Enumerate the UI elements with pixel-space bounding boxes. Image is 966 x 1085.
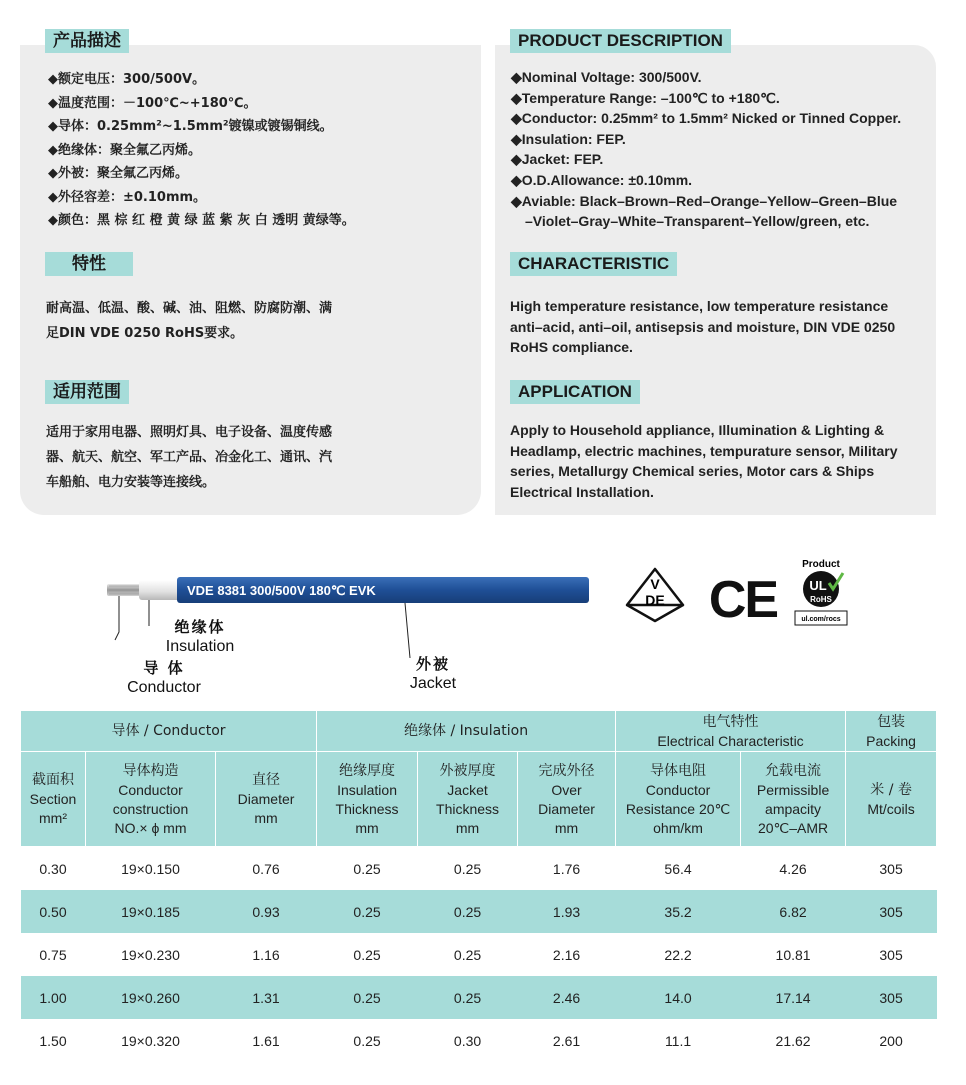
column-header-line: construction — [112, 800, 189, 817]
column-header — [216, 752, 317, 847]
en-characteristic-text — [510, 296, 930, 358]
table-cell: 14.0 — [616, 976, 741, 1019]
en-application-text — [510, 420, 930, 502]
vde-logo — [627, 569, 683, 621]
packing-group-header — [846, 711, 937, 752]
certification-logos — [625, 555, 855, 635]
column-header-line: ohm/km — [653, 819, 703, 836]
cn-characteristic-text — [46, 296, 391, 346]
table-row — [21, 976, 937, 1019]
table-cell: 19×0.185 — [86, 890, 216, 933]
table-cell: 0.76 — [252, 860, 280, 877]
column-header-line: Conductor — [645, 781, 711, 798]
table-cell: 0.25 — [453, 946, 482, 963]
list-item: ◆O.D.Allowance: ±0.10mm. — [511, 171, 693, 188]
column-header-line: Insulation — [337, 781, 397, 798]
table-cell: 2.61 — [552, 1032, 581, 1049]
table-cell: 0.93 — [216, 890, 317, 933]
list-item: ◆Conductor: 0.25mm² to 1.5mm² Nicked or Tinned Copper. — [511, 110, 902, 127]
text-line: Apply to Household appliance, Illumination & Lighting & — [510, 422, 885, 438]
header-text: Packing — [866, 732, 916, 749]
column-header-line: mm² — [39, 810, 67, 826]
list-item: ◆导体：0.25mm²~1.5mm²镀镍或镀锡铜线。 — [48, 119, 333, 134]
table-row — [21, 890, 937, 933]
column-header-line: Resistance 20℃ — [625, 800, 731, 817]
text-line: Electrical Installation. — [510, 483, 654, 500]
column-header-line: 允载电流 — [765, 762, 822, 779]
column-header-line: 米 / 卷 — [870, 781, 912, 798]
table-cell: 19×0.260 — [86, 976, 216, 1019]
cn-description-list — [48, 68, 355, 233]
column-header-line: Thickness — [335, 800, 399, 817]
list-item: ◆外径容差：±0.10mm。 — [48, 189, 207, 205]
list-item: ◆Insulation: FEP. — [511, 130, 626, 147]
table-cell: 19×0.230 — [121, 946, 180, 963]
table-cell: 1.16 — [252, 946, 280, 963]
list-item: –Violet–Gray–White–Transparent–Yellow/green, etc. — [525, 213, 870, 230]
cable-print-text: VDE 8381 300/500V 180℃ EVK — [187, 583, 376, 598]
column-header-line: Conductor — [118, 781, 183, 798]
table-cell: 0.25 — [353, 946, 381, 963]
table-cell: 17.14 — [741, 976, 846, 1019]
text-line: Headlamp, electric machines, tempurature sensor, Military — [510, 442, 898, 459]
column-header-line: Section — [29, 791, 77, 807]
table-column-header-row — [21, 752, 937, 847]
column-header — [741, 752, 846, 847]
conductor-leader-line — [115, 596, 119, 640]
jacket-callout — [400, 655, 466, 693]
en-characteristic-heading: CHARACTERISTIC — [510, 252, 677, 276]
column-header — [317, 752, 418, 847]
table-cell: 4.26 — [779, 860, 807, 877]
table-cell: 305 — [846, 890, 937, 933]
table-cell: 200 — [879, 1032, 903, 1049]
column-header-line: Diameter — [237, 791, 295, 807]
specification-table — [20, 710, 937, 1062]
table-cell: 0.75 — [39, 946, 67, 963]
list-item: ◆颜色：黑 棕 红 橙 黄 绿 蓝 紫 灰 白 透明 黄绿等。 — [48, 213, 355, 228]
table-cell: 0.25 — [453, 860, 482, 877]
header-text: 包装 — [877, 713, 906, 730]
column-header-line: Mt/coils — [867, 800, 915, 817]
list-item: ◆Nominal Voltage: 300/500V. — [511, 69, 702, 85]
insulation-callout — [160, 618, 240, 656]
vde-logo-v: V — [650, 576, 660, 592]
text-line: anti–acid, anti–oil, antisepsis and moisture, DIN VDE 0250 — [510, 318, 896, 335]
text-line: series, Metallurgy Chemical series, Motor cars & Ships — [510, 463, 875, 479]
column-header-line: mm — [554, 819, 579, 836]
column-header-line: 导体电阻 — [650, 762, 707, 779]
column-header — [616, 752, 741, 847]
table-cell: 0.25 — [418, 890, 518, 933]
list-item: ◆Temperature Range: –100℃ to +180℃. — [511, 89, 780, 106]
column-header-line: 导体构造 — [122, 762, 179, 779]
table-row — [21, 933, 937, 976]
table-cell: 6.82 — [741, 890, 846, 933]
insulation-label-cn: 绝缘体 — [174, 618, 226, 636]
table-cell: 1.76 — [552, 860, 581, 877]
header-text: 电气特性 — [702, 713, 759, 730]
table-cell: 0.25 — [317, 976, 418, 1019]
column-header-line: mm — [254, 810, 278, 826]
conductor-callout — [118, 659, 210, 697]
table-cell: 0.25 — [353, 860, 381, 877]
table-cell: 2.16 — [552, 946, 581, 963]
table-cell: 1.00 — [21, 976, 86, 1019]
list-item: ◆外被：聚全氟乙丙烯。 — [48, 166, 188, 181]
text-line: 车船舶、电力安装等连接线。 — [46, 475, 216, 490]
column-header-line: 完成外径 — [538, 762, 595, 779]
column-header-line: Over — [551, 781, 582, 798]
jacket-leader-line — [405, 603, 410, 658]
table-row — [21, 1019, 937, 1062]
column-header-line: mm — [455, 819, 480, 836]
list-item: ◆Jacket: FEP. — [511, 151, 604, 168]
column-header-line: ampacity — [765, 800, 822, 817]
conductor-group-header — [21, 711, 317, 752]
table-cell: 35.2 — [616, 890, 741, 933]
ul-rohs-logo — [795, 559, 847, 625]
table-cell: 21.62 — [775, 1032, 811, 1049]
insulation-layer — [139, 580, 181, 600]
table-cell: 2.46 — [518, 976, 616, 1019]
cn-application-heading: 适用范围 — [45, 380, 129, 404]
table-group-header-row — [21, 711, 937, 752]
table-cell: 0.30 — [39, 860, 67, 877]
cn-product-description-heading: 产品描述 — [45, 29, 129, 53]
table-cell: 305 — [879, 946, 903, 963]
text-line: 足DIN VDE 0250 RoHS要求。 — [46, 326, 244, 341]
column-header-line: Jacket — [447, 781, 488, 798]
table-cell: 1.93 — [518, 890, 616, 933]
electrical-group-header — [616, 711, 846, 752]
column-header-line: Thickness — [436, 800, 500, 817]
jacket-label-cn: 外被 — [415, 655, 450, 673]
list-item: ◆额定电压：300/500V。 — [48, 72, 206, 87]
header-text: Electrical Characteristic — [657, 732, 804, 749]
list-item: ◆Aviable: Black–Brown–Red–Orange–Yellow–Green–Blue — [511, 192, 898, 209]
header-text: 绝缘体 / Insulation — [404, 723, 529, 739]
en-application-heading: APPLICATION — [510, 380, 640, 404]
ul-rohs-text: RoHS — [810, 595, 832, 604]
cn-characteristic-heading: 特性 — [45, 252, 133, 276]
insulation-group-header — [317, 711, 616, 752]
table-cell: 10.81 — [775, 946, 811, 963]
column-header-line: mm — [355, 819, 379, 836]
column-header — [86, 752, 216, 847]
text-line: 器、航天、航空、军工产品、冶金化工、通讯、汽 — [46, 450, 333, 465]
list-item: ◆温度范围：－100℃~+180℃。 — [48, 95, 257, 111]
table-cell: 305 — [846, 976, 937, 1019]
column-header — [21, 752, 86, 847]
ul-url-text: ul.com/rocs — [801, 616, 841, 623]
column-header-line: Diameter — [538, 800, 595, 817]
table-cell: 0.25 — [353, 1032, 381, 1049]
table-cell: 1.50 — [39, 1032, 67, 1049]
table-cell: 56.4 — [664, 860, 692, 877]
column-header — [518, 752, 616, 847]
table-body — [21, 847, 937, 1063]
text-line: 适用于家用电器、照明灯具、电子设备、温度传感 — [46, 425, 333, 440]
table-cell: 22.2 — [664, 946, 692, 963]
column-header — [846, 752, 937, 847]
jacket-label-en: Jacket — [409, 675, 457, 692]
column-header-line: 绝缘厚度 — [339, 762, 396, 779]
table-cell: 0.50 — [21, 890, 86, 933]
column-header-line: 20℃–AMR — [757, 819, 829, 836]
table-cell: 19×0.320 — [121, 1032, 180, 1049]
column-header-line: Permissible — [756, 781, 830, 798]
text-line: High temperature resistance, low temperature resistance — [510, 298, 889, 314]
text-line: RoHS compliance. — [510, 339, 633, 355]
column-header-line: NO.× ϕ mm — [114, 819, 187, 836]
list-item: ◆绝缘体：聚全氟乙丙烯。 — [48, 142, 201, 158]
table-cell: 1.61 — [252, 1032, 280, 1049]
header-text: 导体 / Conductor — [111, 723, 226, 739]
table-cell: 305 — [879, 860, 903, 877]
column-header — [418, 752, 518, 847]
column-header-line: 截面积 — [32, 772, 74, 788]
en-product-description-heading: PRODUCT DESCRIPTION — [510, 29, 731, 53]
conductor-label-cn: 导 体 — [143, 659, 185, 677]
table-cell: 19×0.150 — [121, 860, 180, 877]
vde-logo-de: DE — [645, 592, 665, 608]
ul-product-text: Product — [802, 559, 840, 570]
conductor-label-en: Conductor — [127, 679, 201, 696]
table-cell: 0.25 — [418, 976, 518, 1019]
en-description-list — [511, 67, 901, 232]
table-cell: 1.31 — [216, 976, 317, 1019]
cn-application-text — [46, 420, 391, 495]
column-header-line: 直径 — [252, 772, 281, 788]
column-header-line: 外被厚度 — [439, 762, 496, 779]
table-cell: 11.1 — [664, 1032, 692, 1049]
table-cell: 0.30 — [453, 1032, 482, 1049]
insulation-label-en: Insulation — [165, 638, 235, 655]
ce-mark: CE — [708, 571, 778, 629]
text-line: 耐高温、低温、酸、碱、油、阻燃、防腐防潮、满 — [46, 301, 333, 316]
table-cell: 0.25 — [317, 890, 418, 933]
ul-mark-text: UL — [809, 578, 827, 593]
table-row — [21, 847, 937, 891]
